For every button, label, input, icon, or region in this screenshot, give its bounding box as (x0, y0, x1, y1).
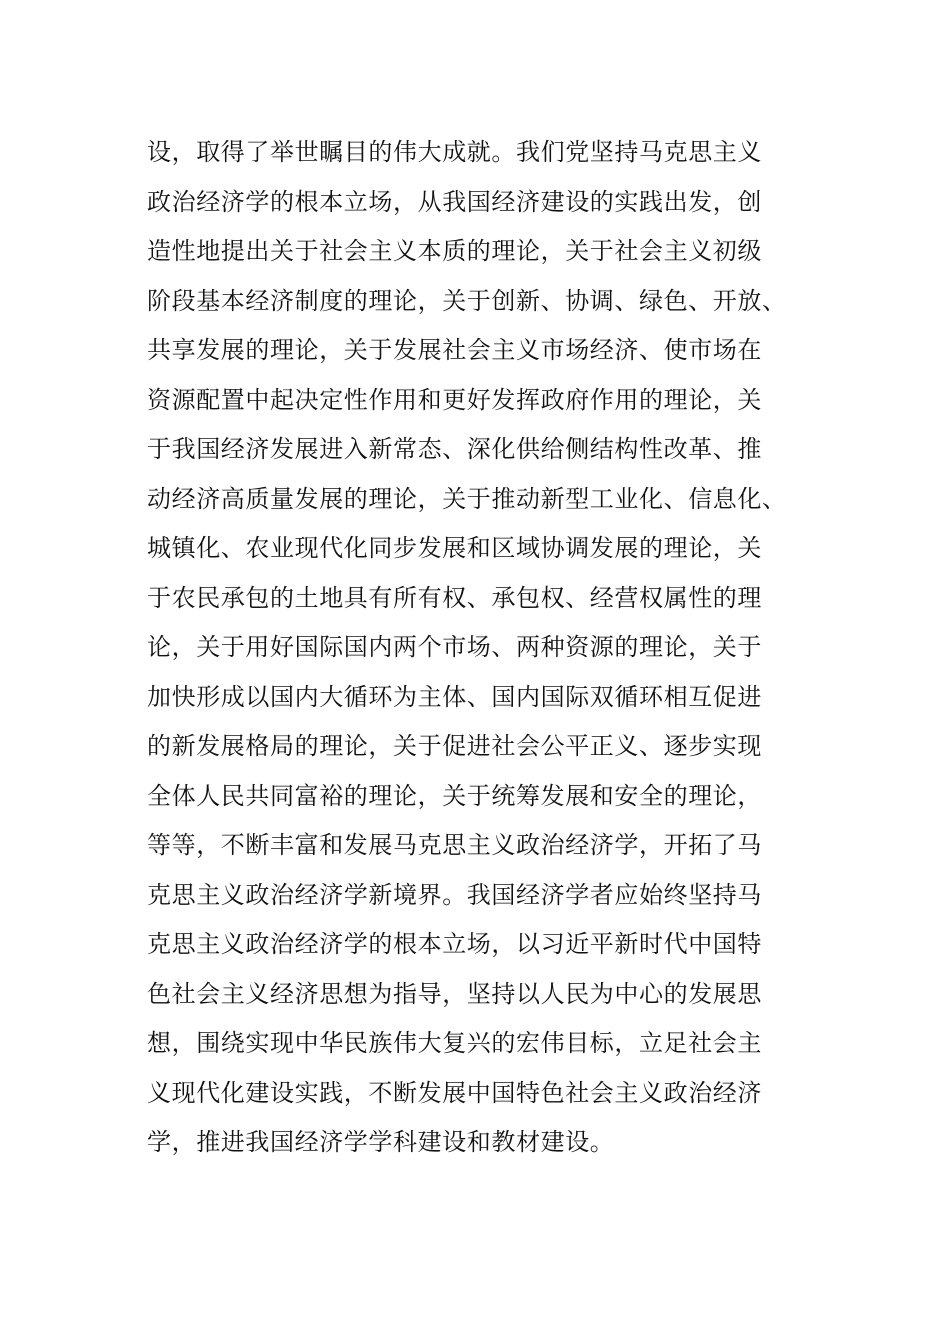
text-line: 想，围绕实现中华民族伟大复兴的宏伟目标，立足社会主 (147, 1029, 762, 1057)
text-line: 加快形成以国内大循环为主体、国内国际双循环相互促进 (147, 682, 762, 711)
text-line: 政治经济学的根本立场，从我国经济建设的实践出发，创 (147, 187, 762, 216)
text-line: 的新发展格局的理论，关于促进社会公平正义、逐步实现 (147, 732, 762, 760)
text-line: 学，推进我国经济学学科建设和教材建设。 (147, 1128, 615, 1156)
text-line: 于我国经济发展进入新常态、深化供给侧结构性改革、推 (147, 435, 762, 463)
text-line: 义现代化建设实践，不断发展中国特色社会主义政治经济 (147, 1078, 762, 1107)
text-line: 色社会主义经济思想为指导，坚持以人民为中心的发展思 (147, 979, 762, 1008)
text-line: 克思主义政治经济学的根本立场，以习近平新时代中国特 (147, 930, 762, 958)
text-line: 城镇化、农业现代化同步发展和区域协调发展的理论，关 (147, 534, 762, 562)
text-line: 造性地提出关于社会主义本质的理论，关于社会主义初级 (147, 237, 762, 265)
text-line: 论，关于用好国际国内两个市场、两种资源的理论，关于 (147, 633, 762, 661)
text-line: 于农民承包的土地具有所有权、承包权、经营权属性的理 (147, 583, 762, 612)
text-line: 克思主义政治经济学新境界。我国经济学者应始终坚持马 (147, 880, 762, 909)
text-line: 共享发展的理论，关于发展社会主义市场经济、使市场在 (147, 336, 762, 364)
text-line: 设，取得了举世瞩目的伟大成就。我们党坚持马克思主义 (147, 138, 762, 166)
text-line: 阶段基本经济制度的理论，关于创新、协调、绿色、开放、 (147, 286, 787, 315)
text-line: 等等，不断丰富和发展马克思主义政治经济学，开拓了马 (147, 831, 762, 859)
text-line: 动经济高质量发展的理论，关于推动新型工业化、信息化、 (147, 484, 787, 513)
text-line: 资源配置中起决定性作用和更好发挥政府作用的理论，关 (147, 385, 762, 414)
text-line: 全体人民共同富裕的理论，关于统筹发展和安全的理论， (147, 781, 762, 810)
body-paragraph (147, 128, 807, 1168)
